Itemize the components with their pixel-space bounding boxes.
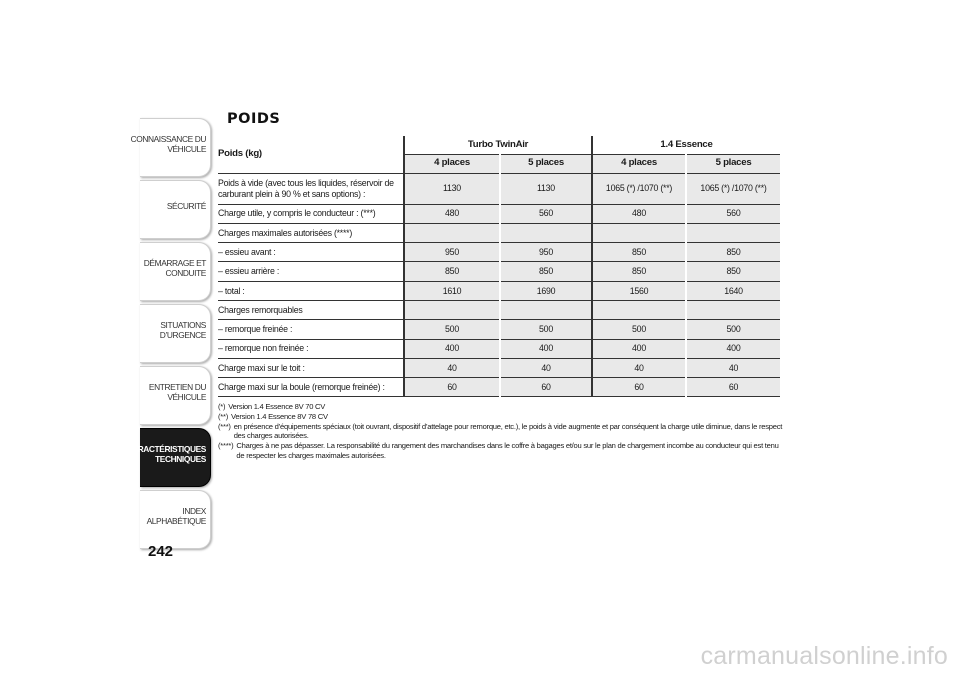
tab-label: D’URGENCE	[159, 330, 206, 340]
engine-header: 1.4 Essence	[592, 136, 780, 154]
row-value: 560	[686, 204, 780, 223]
row-value: 950	[404, 243, 500, 262]
row-value: 1690	[500, 281, 592, 300]
row-label: – total :	[218, 281, 404, 300]
row-value: 1640	[686, 281, 780, 300]
row-value: 850	[404, 262, 500, 281]
weights-table	[218, 136, 780, 397]
footnotes	[218, 402, 788, 461]
row-value: 60	[500, 378, 592, 397]
footnote	[218, 441, 788, 461]
watermark: carmanualsonline.info	[700, 642, 948, 670]
seats-header: 5 places	[686, 154, 780, 173]
row-value: 1065 (*) /1070 (**)	[686, 173, 780, 204]
table-row	[218, 223, 780, 242]
row-value	[500, 300, 592, 319]
table-row	[218, 243, 780, 262]
footnote-text: Version 1.4 Essence 8V 70 CV	[228, 402, 326, 411]
row-value: 500	[686, 320, 780, 339]
row-label: – remorque freinée :	[218, 320, 404, 339]
row-value: 500	[404, 320, 500, 339]
row-value: 850	[592, 243, 686, 262]
tab-demarrage-et-conduite[interactable]	[140, 242, 211, 301]
row-value: 850	[500, 262, 592, 281]
row-label: Charge maxi sur la boule (remorque freinée) :	[218, 378, 404, 397]
row-value: 400	[592, 339, 686, 358]
row-value	[686, 300, 780, 319]
page-number: 242	[148, 543, 174, 560]
page-title: POIDS	[227, 111, 281, 127]
row-value: 60	[686, 378, 780, 397]
row-label: – essieu avant :	[218, 243, 404, 262]
table-row	[218, 173, 780, 204]
row-value: 850	[592, 262, 686, 281]
tab-label: CONNAISSANCE DU	[130, 134, 206, 144]
row-value	[686, 223, 780, 242]
row-value: 40	[592, 358, 686, 377]
tab-label: INDEX	[182, 506, 206, 516]
table-row	[218, 281, 780, 300]
footnote-text: Version 1.4 Essence 8V 78 CV	[230, 411, 328, 421]
row-label: Charge maxi sur le toit :	[218, 358, 404, 377]
row-value	[592, 300, 686, 319]
row-value: 1130	[500, 173, 592, 204]
row-label: – remorque non freinée :	[218, 339, 404, 358]
row-value: 400	[404, 339, 500, 358]
row-value: 480	[592, 204, 686, 223]
table-label-header: Poids (kg)	[218, 136, 404, 173]
table-row	[218, 378, 780, 397]
table-row	[218, 262, 780, 281]
row-value: 560	[500, 204, 592, 223]
row-value: 500	[500, 320, 592, 339]
row-value: 850	[686, 243, 780, 262]
row-value: 400	[686, 339, 780, 358]
row-label: Poids à vide (avec tous les liquides, réservoir de carburant plein à 90 % et sans options) :	[218, 173, 404, 204]
row-value: 40	[500, 358, 592, 377]
tab-label: VÉHICULE	[167, 144, 206, 154]
table-row	[218, 300, 780, 319]
engine-header: Turbo TwinAir	[404, 136, 592, 154]
row-value: 40	[404, 358, 500, 377]
row-value: 1560	[592, 281, 686, 300]
row-value: 1065 (*) /1070 (**)	[592, 173, 686, 204]
row-label: – essieu arrière :	[218, 262, 404, 281]
table-body	[218, 173, 780, 397]
footnote-mark: (*)	[218, 402, 226, 411]
row-value	[500, 223, 592, 242]
table-row	[218, 204, 780, 223]
tab-caracteristiques-techniques[interactable]	[126, 428, 211, 487]
footnote	[218, 422, 788, 442]
tab-label: CONDUITE	[165, 268, 206, 278]
row-value: 40	[686, 358, 780, 377]
tab-connaissance-du-vehicule[interactable]	[130, 118, 211, 177]
footnote-mark: (**)	[218, 411, 228, 421]
tab-securite[interactable]	[140, 180, 211, 239]
row-value: 950	[500, 243, 592, 262]
row-value: 1610	[404, 281, 500, 300]
row-value: 480	[404, 204, 500, 223]
table-row	[218, 320, 780, 339]
seats-header: 4 places	[404, 154, 500, 173]
tab-label: DÉMARRAGE ET	[143, 258, 206, 268]
tab-label: SITUATIONS	[160, 320, 206, 330]
row-value	[404, 223, 500, 242]
row-value: 400	[500, 339, 592, 358]
footnote	[218, 402, 788, 412]
tab-entretien-du-vehicule[interactable]	[140, 366, 211, 425]
footnote	[218, 412, 788, 422]
footnote-text: en présence d’équipements spéciaux (toit ouvrant, dispositif d’attelage pour remorque, etc.), le poids à vide augmente et par conséquent la charge utile diminue, dans le respect des charges autorisées.	[233, 421, 783, 441]
tab-situations-durgence[interactable]	[140, 304, 211, 363]
seats-header: 4 places	[592, 154, 686, 173]
footnote-text: Charges à ne pas dépasser. La responsabilité du rangement des marchandises dans le coffre à bagages et/ou sur le plan de chargement incombe au conducteur qui est tenu de respecter les charges maximales autorisées.	[236, 441, 779, 460]
row-value: 850	[686, 262, 780, 281]
footnote-mark: (****)	[218, 441, 234, 451]
row-value	[404, 300, 500, 319]
engine-header-row	[218, 136, 780, 154]
tab-label: SÉCURITÉ	[166, 201, 206, 211]
table-row	[218, 339, 780, 358]
seats-header: 5 places	[500, 154, 592, 173]
tab-label: ENTRETIEN DU	[148, 382, 206, 392]
tab-index-alphabetique[interactable]	[140, 490, 211, 549]
tab-label: TECHNIQUES	[155, 454, 206, 464]
row-label: Charge utile, y compris le conducteur : (***)	[218, 204, 404, 223]
row-value: 1130	[404, 173, 500, 204]
tab-label: VÉHICULE	[167, 392, 206, 402]
row-value: 60	[404, 378, 500, 397]
tab-label: ALPHABÉTIQUE	[146, 516, 206, 526]
row-value: 60	[592, 378, 686, 397]
row-value: 500	[592, 320, 686, 339]
row-value	[592, 223, 686, 242]
tab-label: CARACTÉRISTIQUES	[126, 444, 206, 454]
table-row	[218, 358, 780, 377]
row-label: Charges remorquables	[218, 300, 404, 319]
row-label: Charges maximales autorisées (****)	[218, 223, 404, 242]
footnote-mark: (***)	[218, 421, 231, 431]
